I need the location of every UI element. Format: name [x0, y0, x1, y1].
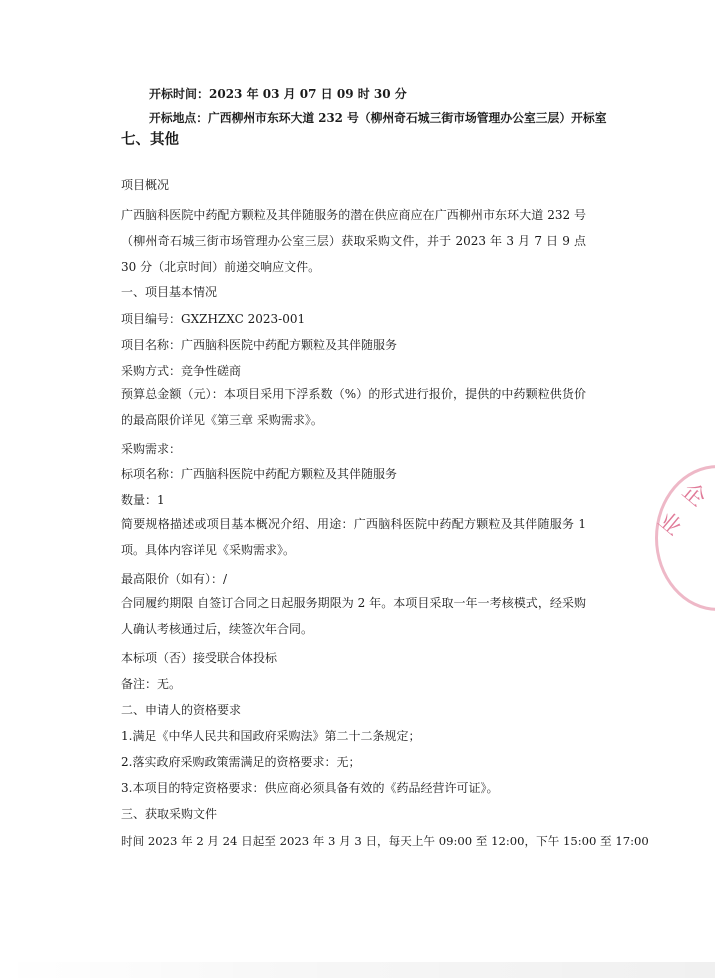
basic-info-heading: 一、项目基本情况 [121, 285, 218, 299]
section-7-title: 七、其他 [121, 132, 179, 148]
procurement-requirements: 采购需求： [121, 442, 182, 456]
qualification-item-3: 3.本项目的特定资格要求：供应商必须具备有效的《药品经营许可证》。 [121, 781, 499, 795]
overview-text: 广西脑科医院中药配方颗粒及其伴随服务的潜在供应商应在广西柳州市东环大道 232 号（柳州奇石城三街市场管理办公室三层）获取采购文件，并于 2023 年 3 月 7 日 9 点 30 分（北京时间）前递交响应文件。 [121, 208, 586, 274]
overview-heading: 项目概况 [121, 178, 170, 192]
contract-period: 合同履约期限 自签订合同之日起服务期限为 2 年。本项目采取一年一考核模式，经采购人确认考核通过后，续签次年合同。 [121, 596, 586, 636]
quantity: 数量：1 [121, 493, 165, 507]
bid-opening-time: 开标时间：2023 年 03 月 07 日 09 时 30 分 [149, 87, 407, 101]
spec-description: 简要规格描述或项目基本概况介绍、用途：广西脑科医院中药配方颗粒及其伴随服务 1 项。具体内容详见《采购需求》。 [121, 517, 586, 557]
obtain-docs-time: 时间 2023 年 2 月 24 日起至 2023 年 3 月 3 日，每天上午 09:00 至 12:00，下午 15:00 至 17:00 [121, 834, 649, 848]
budget-text: 预算总金额（元）：本项目采用下浮系数（%）的形式进行报价，提供的中药颗粒供货价的最高限价详见《第三章 采购需求》。 [121, 387, 586, 427]
project-name: 项目名称：广西脑科医院中药配方颗粒及其伴随服务 [121, 338, 398, 352]
procurement-method: 采购方式：竞争性磋商 [121, 364, 242, 378]
obtain-docs-heading: 三、获取采购文件 [121, 807, 218, 821]
remark: 备注：无。 [121, 677, 182, 691]
scan-shadow [0, 962, 715, 978]
qualification-heading: 二、申请人的资格要求 [121, 703, 242, 717]
lot-name: 标项名称：广西脑科医院中药配方颗粒及其伴随服务 [121, 467, 398, 481]
qualification-item-1: 1.满足《中华人民共和国政府采购法》第二十二条规定； [121, 729, 421, 743]
project-number: 项目编号：GXZHZXC 2023-001 [121, 312, 306, 326]
qualification-item-2: 2.落实政府采购政策需满足的资格要求：无； [121, 755, 361, 769]
max-price: 最高限价（如有）：/ [121, 572, 228, 586]
bid-opening-place: 开标地点：广西柳州市东环大道 232 号（柳州奇石城三街市场管理办公室三层）开标室 [149, 111, 607, 125]
consortium-bid: 本标项（否）接受联合体投标 [121, 651, 278, 665]
seal-stamp-text: 企业 [652, 478, 711, 542]
